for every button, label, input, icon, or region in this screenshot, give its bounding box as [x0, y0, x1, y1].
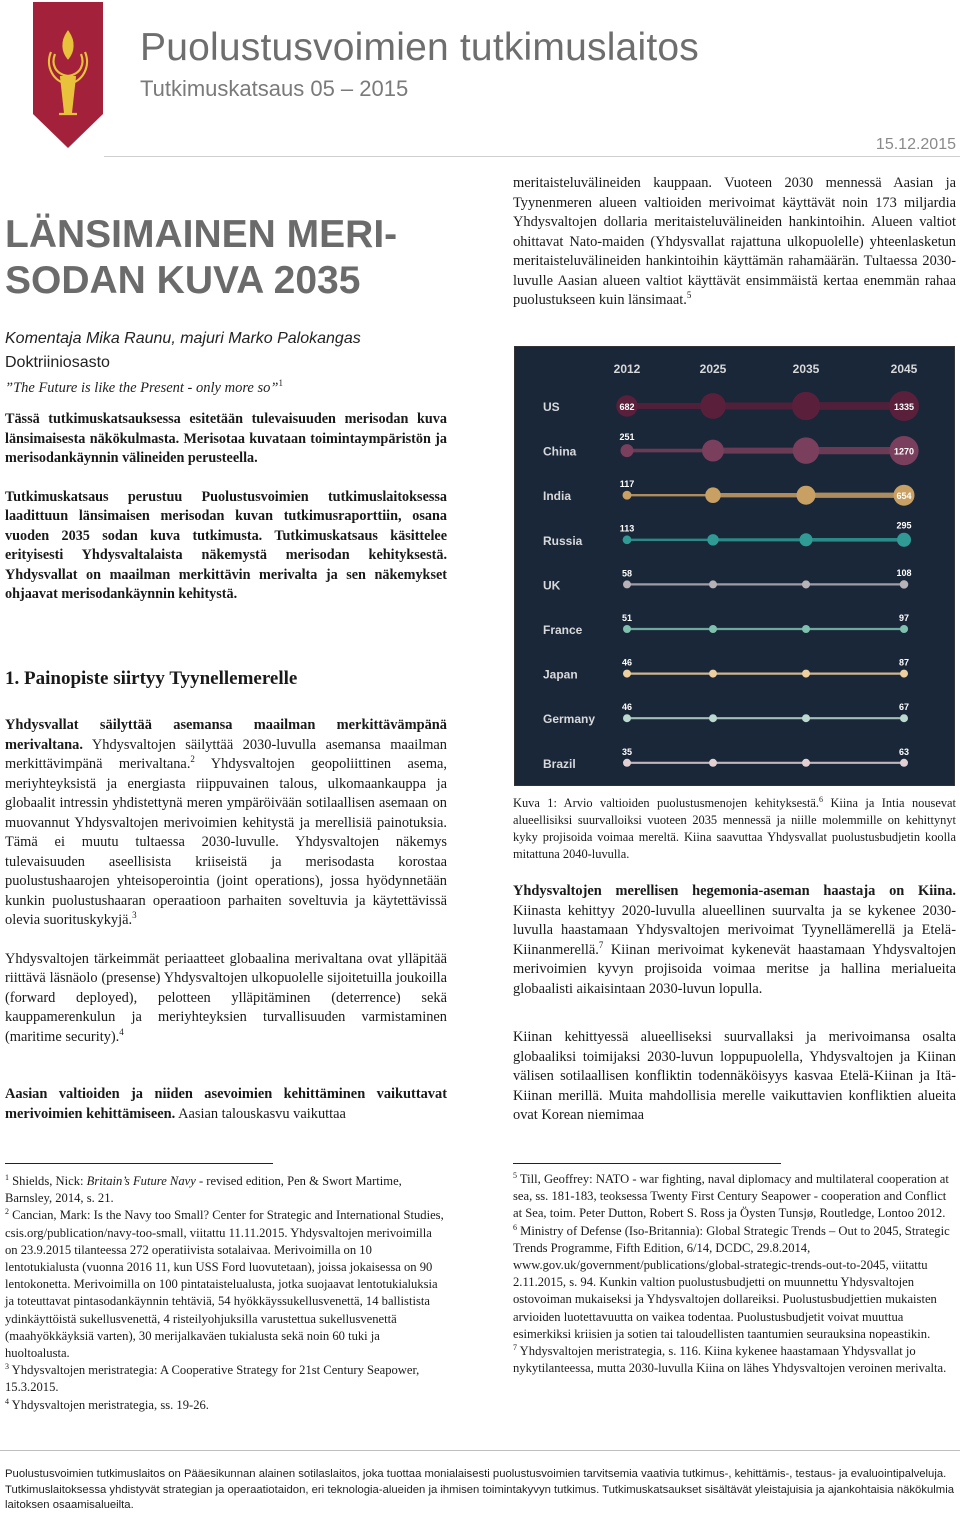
footnote-3 [5, 1362, 447, 1396]
authors: Komentaja Mika Raunu, majuri Marko Palokangas [5, 330, 361, 347]
value-label-2012: 117 [619, 478, 635, 489]
footnote-number: 3 [5, 1362, 9, 1372]
footer-divider [0, 1450, 960, 1451]
data-bubble [623, 535, 632, 544]
data-bubble [623, 670, 631, 678]
body-text: Yhdysvaltojen tärkeimmät periaatteet globaalina merivaltana ovat ylläpitää riittävä läsnäolo (presense) Yhdysvaltojen ulkopuolelle sijoitetuilla joukoilla (forward deployed), pelotteen ylläpitäminen (deterrence) sekä kauppamerenkulun ja meriyhteyksien turvallisuuden varmistaminen (maritime security). [5, 950, 447, 1045]
chart-svg [515, 347, 954, 785]
caption-text: Kuva 1: Arvio valtioiden puolustusmenojen kehityksestä. [513, 796, 819, 810]
footnote-text: Cancian, Mark: Is the Navy too Small? Center for Strategic and International Studies, csis.org/publication/navy-too-small, viitattu 11.11.2015. Yhdysvaltojen merivoimilla on 23.9.2015 tilanteessa 272 operatiivista sotalaivaa. Merivoimilla on 10 lentotukialusta (vuonna 2016 11, kun USS Ford luovutetaan), joissa jokaisessa on 90 lentokonetta. Merivoimilla on 100 pintataistelualusta, jotka suojaavat lentotukialuksia ja toteuttavat pintasodankäynnin tehtäviä, 54 hyökkäyssukellusvenettä, 14 ballistista ydinkäyttöistä sukellusvenettä, 4 risteilyohjuksilla varustettua sukellusvenettä (maahyökkäyksiä varten), 30 merijalkaväen tukialusta sekä noin 60 tuki ja huoltoalusta. [5, 1208, 444, 1361]
paragraph-lead-bold: Yhdysvaltojen merellisen hegemonia-aseman haastaja on Kiina. [513, 883, 956, 899]
data-bubble [623, 580, 631, 588]
year-label: 2035 [792, 362, 820, 376]
footnote-7 [513, 1343, 956, 1377]
value-label-2045: 87 [898, 657, 910, 668]
value-label-2045: 63 [898, 746, 910, 757]
right-column-top [513, 174, 956, 311]
footnote-text: Shields, Nick: [9, 1174, 87, 1188]
footnote-ref: 6 [819, 794, 823, 804]
article-title [5, 212, 445, 304]
department: Doktriiniosasto [5, 354, 110, 371]
footnote-number: 1 [5, 1172, 9, 1182]
year-label: 2025 [699, 362, 727, 376]
body-text: Yhdysvaltojen geopoliittinen asema, meriyhteyksistä ja energiasta riippuvainen talous, ulkomaankauppa ja globaalit intressin yhdistettynä meren ympäröivään sotilaallisen asemaan on muovannut Yhdysvaltojen merivoimien kehitystä ja merellisiä painotuksia. Tämä ei muutu tultaessa 2030-luvulle. Yhdysvaltojen näkemys tulevaisuuden aseellisista kriiseistä ja merisodasta korostaa puolustushaarojen yhteisoperointia (joint operations), jossa hyödynnetään kunkin puolustushaaran operaatioon parhaiten soveltuvia ja käytettävissä olevia suorituskykyjä. [5, 756, 447, 928]
footnote-ref: 2 [190, 754, 195, 765]
footnote-text: Yhdysvaltojen meristrategia, s. 116. Kiina kykenee haastamaan Yhdysvallat jo nykytilanteessa, mutta 2030-luvulla Kiina on lähes Yhdysvaltojen veroinen merivalta. [513, 1344, 947, 1376]
caption-text: Kiina ja Intia nousevat alueellisiksi suurvalloiksi vuoteen 2035 mennessä ja niille molemmille on kehittynyt kyky projisoida voimaa mereltä. Kiina saavuttaa Yhdysvallat puolustusbudjetin koolla mitattuna 2040-luvulla. [513, 796, 956, 861]
data-bubble [900, 625, 908, 633]
section-heading-1: 1. Painopiste siirtyy Tyynellemerelle [5, 668, 298, 689]
value-label-2012: 35 [621, 746, 633, 757]
country-label: France [543, 623, 583, 637]
year-label: 2045 [890, 362, 918, 376]
footnote-ref: 1 [278, 378, 283, 388]
data-bubble [802, 580, 810, 588]
data-bubble [705, 487, 721, 503]
footnotes-right [513, 1171, 956, 1377]
footnote-divider-left [5, 1163, 273, 1164]
defence-spending-chart [514, 346, 955, 786]
footnote-number: 6 [513, 1222, 517, 1232]
country-label: China [543, 444, 577, 459]
country-label: Japan [543, 667, 578, 682]
footnote-ref: 3 [132, 910, 137, 921]
body-paragraph-5: Kiinan kehittyessä alueelliseksi suurvallaksi ja merivoimansa osalta globaaliksi toimijaksi 2030-luvun loppupuolella, Yhdysvaltojen ja Kiinan välisen sotilaallisen konfliktin todennäköisyys kasvaa Etelä-Kiinan ja Itä-Kiinan merillä. Muita mahdollisia merelle vaikuttavien konfliktien alueita ovat Korean niemimaa [513, 1029, 956, 1123]
data-bubble [623, 625, 631, 633]
value-label-2045: 295 [896, 520, 912, 531]
value-label-2045: 67 [898, 702, 910, 713]
value-label-2045: 654 [896, 491, 912, 502]
footnote-text: - revised edition, Pen & Swort Martime, Barnsley, 2014, s. 21. [5, 1174, 402, 1206]
footnote-text: Till, Geoffrey: NATO - war fighting, naval diplomacy and multilateral cooperation at sea, ss. 181-183, teoksessa Twenty First Century Seapower - cooperation and Conflict at Sea, toim. Peter Dutton, Robert S. Ross ja Öysten Tunsjø, Routledge, Lontoo 2012. [513, 1172, 949, 1221]
data-bubble [702, 440, 724, 462]
data-bubble [900, 670, 908, 678]
article-title-line-1: LÄNSIMAINEN MERI- [5, 213, 398, 256]
body-paragraph-1 [5, 716, 447, 931]
data-bubble [799, 533, 812, 546]
agency-crest-logo [33, 2, 103, 148]
value-label-2045: 1335 [893, 402, 915, 412]
footnote-text: Ministry of Defense (Iso-Britannia): Global Strategic Trends – Out to 2045, Strategic Trends Programme, Fifth Edition, 6/14, DCDC, 29.8.2014, www.gov.uk/government/publications/global-strategic-trends-out-to-2045, viitattu 2.11.2015, s. 94. Kunkin valtion puolustusbudjetti on muunnettu Yhdysvaltojen ostovoiman mukaiseksi ja Yhdysvaltojen dollareiksi. Puolustusbudjettien mukaisten arvioiden luotettavuutta on vaikea todentaa. Puolustusbudjetit voivat muuttua esimerkiksi kriisien ja sotien tai taloudellisten taantumien seurauksina nopeastikin. [513, 1223, 950, 1341]
data-bubble [802, 670, 810, 678]
body-text: Kiinan merivoimat kykenevät haastamaan Yhdysvaltojen merivoimien kyvyn projisoida voimaa meritse ja hallina merialueita globaalisti aikaisintaan 2030-luvun lopulla. [513, 941, 956, 997]
body-paragraph-4 [513, 882, 956, 999]
data-bubble [897, 533, 911, 547]
data-bubble [796, 486, 815, 505]
lead-section [5, 410, 447, 605]
value-label-2012: 46 [621, 657, 633, 668]
data-bubble [623, 759, 631, 767]
footnote-text: Yhdysvaltojen meristrategia, ss. 19-26. [9, 1397, 209, 1412]
data-bubble [709, 714, 717, 722]
value-label-2012: 58 [621, 568, 633, 579]
data-bubble [623, 491, 632, 500]
footnote-ref: 7 [598, 939, 604, 950]
footnote-5 [513, 1171, 956, 1223]
value-label-2045: 97 [898, 612, 910, 623]
footnote-6 [513, 1223, 956, 1343]
value-label-2045: 108 [896, 568, 912, 579]
epigraph-text: ”The Future is like the Present - only more so” [5, 379, 279, 396]
data-bubble [623, 714, 631, 722]
data-bubble [802, 714, 810, 722]
footnote-number: 2 [5, 1207, 9, 1217]
footnote-number: 5 [513, 1170, 517, 1180]
data-bubble [707, 534, 718, 545]
data-bubble [793, 437, 820, 464]
country-label: Brazil [543, 756, 576, 771]
header-divider [104, 156, 960, 157]
publication-date: 15.12.2015 [875, 136, 956, 153]
footnote-ref: 5 [686, 290, 692, 301]
paragraph-lead-bold: Yhdysvallat säilyttää asemansa maailman merkittävämpänä merivaltana. [5, 717, 447, 753]
lead-paragraph-2: Tutkimuskatsaus perustuu Puolustusvoimien tutkimuslaitoksessa laadittuun länsimaisen merisodan kuvan tutkimusraporttiin, osana vuoden 2035 sodan kuva tutkimusta. Tutkimuskatsaus käsittelee erityisesti Yhdysvaltalaista näkemystä merisodan kehityksestä. Yhdysvallat on maailman merkittävin merivalta ja sen näkemykset ohjaavat merisodankäynnin kehitystä. [5, 488, 447, 602]
body-text: meritaisteluvälineiden kauppaan. Vuoteen 2030 mennessä Aasian ja Tyynenmeren alueen valtioiden merivoimat käyttävät noin 173 miljardia Yhdysvaltojen dollaria meritaisteluvälineiden hankintoihin. Alueen valtiot ohittavat Nato-maiden (Yhdysvallat rajattuna ulkopuolelle) yhteenlasketun meritaisteluvälineiden hankintoihin käyttämän rahamäärän. Tultaessa 2030-luvulle Aasian alueen valtiot käyttävät ensimmäistä kertaa enemmän rahaa puolustukseen kuin länsimaat. [513, 175, 956, 308]
footnote-number: 4 [5, 1396, 9, 1406]
value-label-2012: 113 [619, 523, 635, 534]
value-label-2012: 46 [621, 702, 633, 713]
footnote-2 [5, 1207, 447, 1362]
footnote-number: 7 [513, 1342, 517, 1352]
body-paragraph-continued [513, 174, 956, 311]
year-label: 2012 [613, 362, 641, 376]
data-bubble [802, 625, 810, 633]
paragraph-lead-bold: Aasian valtioiden ja niiden asevoimien kehittäminen vaikuttavat merivoimien kehittämiseen. [5, 1086, 447, 1122]
value-label-2012: 51 [621, 613, 633, 623]
data-bubble [792, 392, 820, 420]
data-bubble [900, 580, 909, 589]
footnote-text: Yhdysvaltojen meristrategia: A Cooperative Strategy for 21st Century Seapower, 15.3.2015. [5, 1363, 420, 1395]
country-label: India [543, 489, 572, 504]
value-label-2012: 251 [619, 432, 635, 443]
org-title: Puolustusvoimien tutkimuslaitos [140, 26, 699, 69]
issue-number: Tutkimuskatsaus 05 – 2015 [140, 76, 409, 101]
lead-paragraph-1: Tässä tutkimuskatsauksessa esitetään tulevaisuuden merisodan kuva länsimaisesta näkökulmasta. Merisotaa kuvataan toimintaympäristön ja merisodankäynnin välineiden perusteella. [5, 411, 447, 466]
country-label: UK [543, 578, 561, 593]
data-bubble [620, 444, 633, 457]
footnote-4 [5, 1397, 447, 1414]
body-text: Yhdysvaltojen säilyttää 2030-luvulla asemansa maailman merkittävimpänä merivaltana. [5, 736, 447, 772]
value-label-2012: 682 [619, 402, 635, 412]
footnote-title: Britain’s Future Navy [86, 1174, 196, 1188]
figure-caption [513, 795, 956, 863]
right-column-body [513, 882, 956, 1126]
page-footer: Puolustusvoimien tutkimuslaitos on Pääesikunnan alainen sotilaslaitos, joka tuottaa monialaisesti puolustusvoimien tarvitsemia vaativia tutkimus-, kehittämis-, testaus- ja evaluointipalveluja. Tutkimuslaitoksessa yhdistyvät strategian ja operaatiotaidon, eri teknologia-alueiden ja ihmisen toimintakyvyn tutkimus. Tutkimuskatsaukset sisältävät yleistajuisia ja ajankohtaisia näkökulmia laitoksen osaamisalueilta. [5, 1468, 954, 1511]
data-bubble [700, 393, 726, 419]
data-bubble [900, 759, 908, 767]
data-bubble [709, 759, 717, 767]
data-bubble [709, 625, 717, 633]
body-text: Kiinasta kehittyy 2020-luvulla alueellinen suurvalta ja se kykenee 2030-luvulla haastamaan Yhdysvaltojen merivoimat Tyynellämerellä ja Etelä-Kiinanmerellä. [513, 902, 956, 958]
footnote-ref: 4 [119, 1026, 124, 1037]
data-bubble [709, 670, 717, 678]
footnote-1 [5, 1173, 447, 1207]
data-bubble [802, 759, 810, 767]
footnote-divider-right [513, 1163, 781, 1164]
value-label-2045: 1270 [893, 446, 915, 457]
country-label: Russia [543, 533, 583, 548]
left-column-body [5, 716, 447, 1124]
epigraph-quote [5, 378, 283, 397]
body-paragraph-3 [5, 1085, 447, 1124]
data-bubble [709, 580, 717, 588]
data-bubble [900, 714, 908, 722]
footnotes-left [5, 1173, 447, 1414]
article-title-line-2: SODAN KUVA 2035 [5, 259, 361, 302]
body-paragraph-2 [5, 950, 447, 1048]
country-label: Germany [543, 712, 596, 727]
body-text: Aasian talouskasvu vaikuttaa [175, 1105, 346, 1122]
country-label: US [543, 400, 560, 414]
